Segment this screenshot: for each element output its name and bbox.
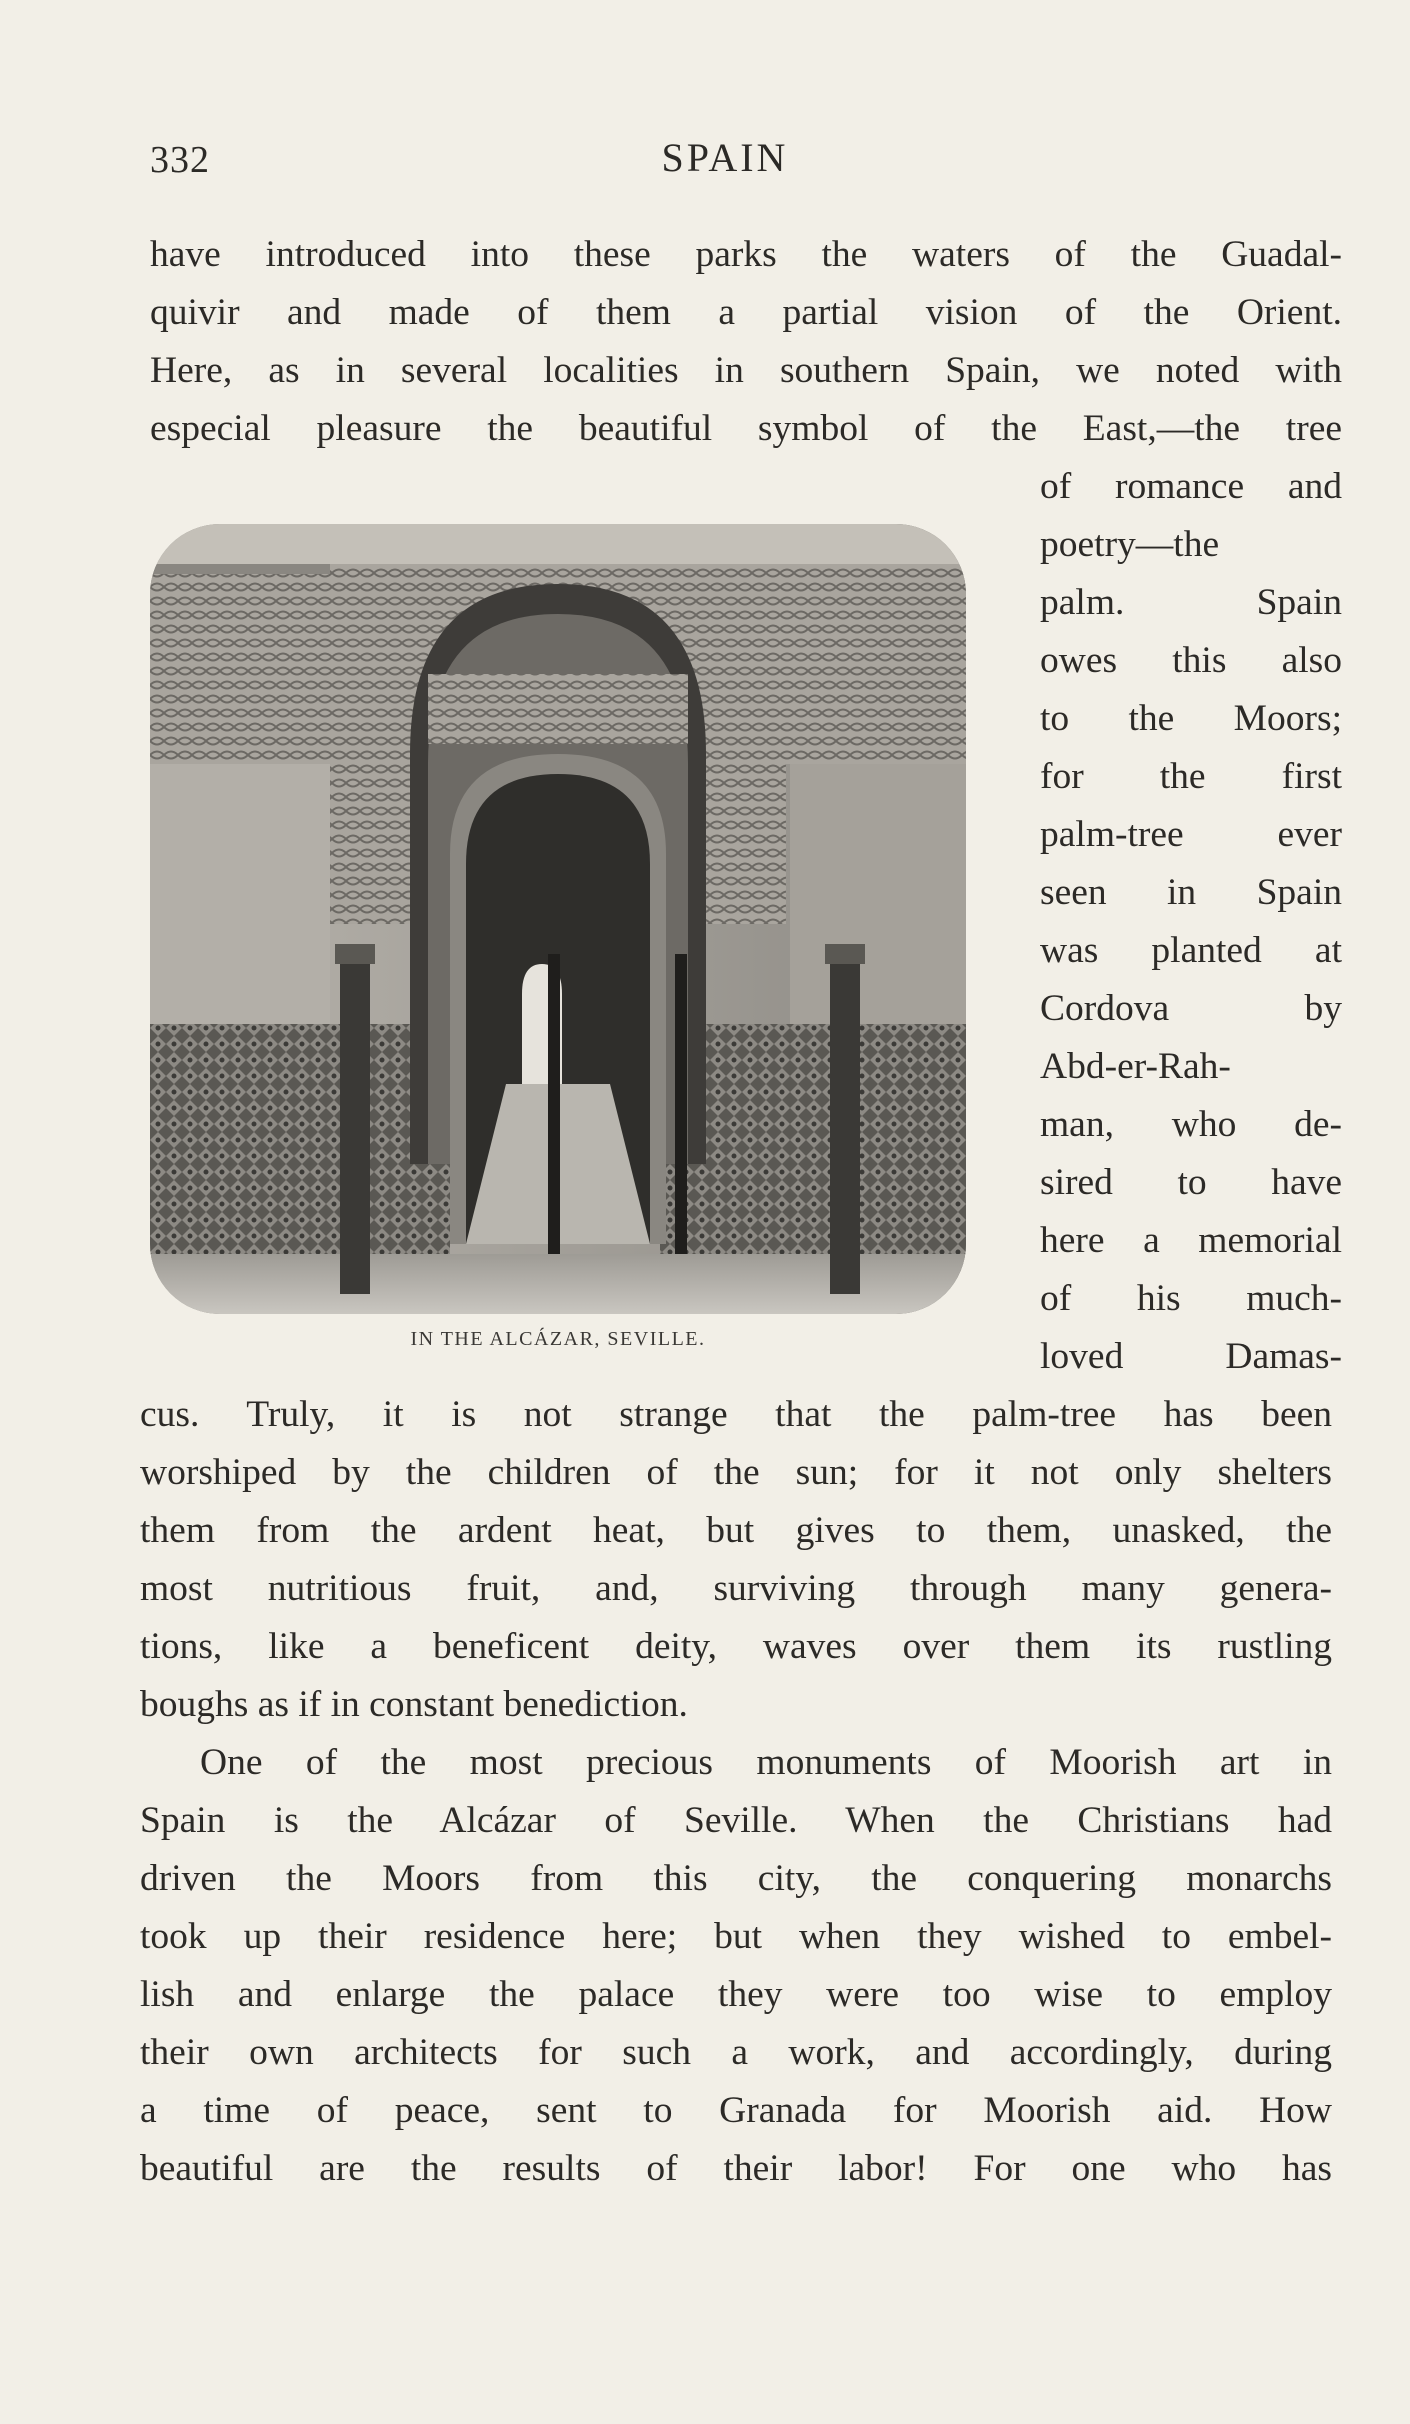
text-line: driven the Moors from this city, the conquering monarchs (140, 1858, 1332, 1899)
page-header (0, 132, 1410, 192)
text-line: was planted at (1040, 930, 1342, 971)
text-line: quivir and made of them a partial vision of the Orient. (150, 292, 1342, 333)
text-line: One of the most precious monuments of Moorish art in (200, 1742, 1332, 1783)
text-line: sired to have (1040, 1162, 1342, 1203)
text-line: lish and enlarge the palace they were too wise to employ (140, 1974, 1332, 2015)
text-line: for the first (1040, 756, 1342, 797)
text-line: tions, like a beneficent deity, waves over them its rustling (140, 1626, 1332, 1667)
alcazar-photograph (150, 524, 966, 1314)
text-line: poetry—the (1040, 524, 1220, 565)
text-line: them from the ardent heat, but gives to them, unasked, the (140, 1510, 1332, 1551)
text-line: boughs as if in constant benediction. (140, 1684, 688, 1725)
text-line: beautiful are the results of their labor! For one who has (140, 2148, 1332, 2189)
text-line: here a memorial (1040, 1220, 1342, 1261)
text-line: Spain is the Alcázar of Seville. When the Christians had (140, 1800, 1332, 1841)
running-head: SPAIN (661, 135, 789, 180)
figure-caption: IN THE ALCÁZAR, SEVILLE. (410, 1328, 706, 1350)
text-line: worshiped by the children of the sun; for it not only shelters (140, 1452, 1332, 1493)
text-line: palm-tree ever (1040, 814, 1342, 855)
text-line: took up their residence here; but when they wished to embel- (140, 1916, 1332, 1957)
arches-illustration (150, 524, 966, 1314)
text-line: Here, as in several localities in southern Spain, we noted with (150, 350, 1342, 391)
text-line: their own architects for such a work, and accordingly, during (140, 2032, 1332, 2073)
text-line: to the Moors; (1040, 698, 1342, 739)
text-line: loved Damas- (1040, 1336, 1342, 1377)
text-line: man, who de- (1040, 1104, 1342, 1145)
text-line: of his much- (1040, 1278, 1342, 1319)
text-line: Abd-er-Rah- (1040, 1046, 1231, 1087)
text-line: Cordova by (1040, 988, 1342, 1029)
text-line: especial pleasure the beautiful symbol of the East,—the tree (150, 408, 1342, 449)
text-line: have introduced into these parks the waters of the Guadal- (150, 234, 1342, 275)
text-line: owes this also (1040, 640, 1342, 681)
text-line: palm. Spain (1040, 582, 1342, 623)
text-line: of romance and (1040, 466, 1342, 507)
text-line: cus. Truly, it is not strange that the palm-tree has been (140, 1394, 1332, 1435)
text-line: a time of peace, sent to Granada for Moorish aid. How (140, 2090, 1332, 2131)
text-line: seen in Spain (1040, 872, 1342, 913)
text-line: most nutritious fruit, and, surviving through many genera- (140, 1568, 1332, 1609)
page-number: 332 (150, 139, 210, 181)
